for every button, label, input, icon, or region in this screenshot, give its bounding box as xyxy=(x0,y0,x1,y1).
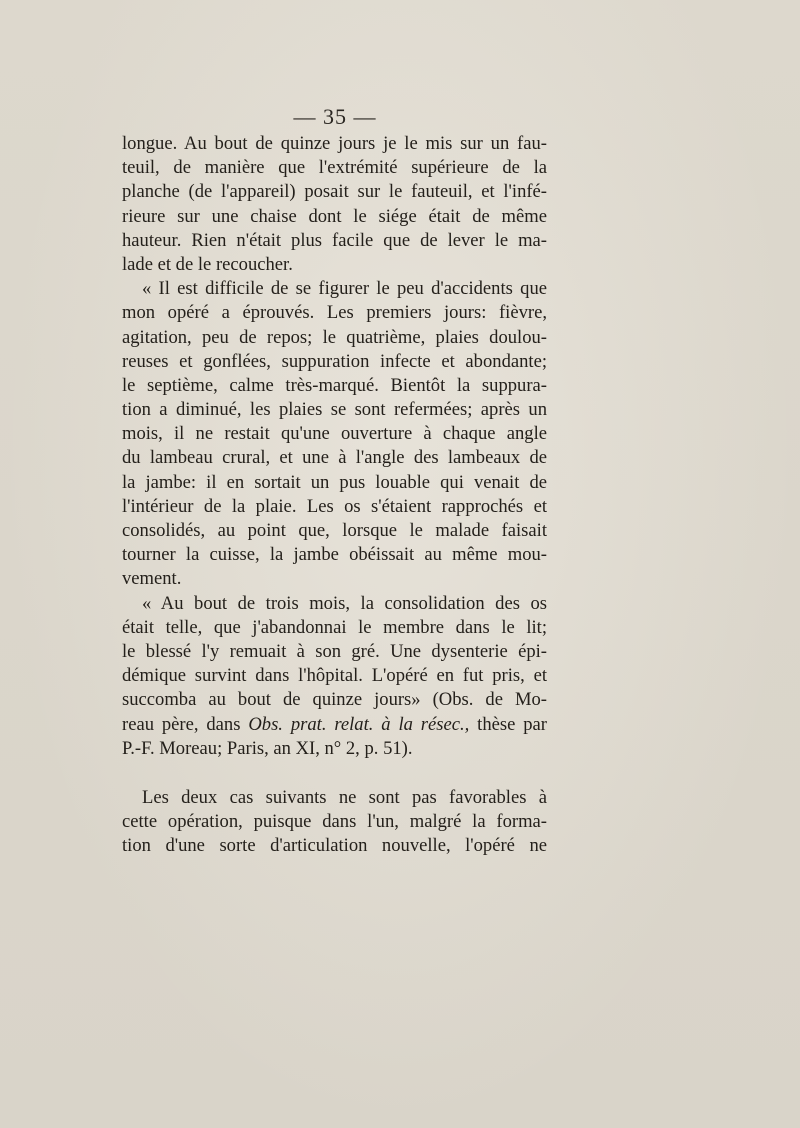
text-line: du lambeau crural, et une à l'angle des lambeaux de xyxy=(122,447,547,469)
text-line: le septième, calme très-marqué. Bientôt la suppura- xyxy=(122,374,547,396)
body-text xyxy=(122,132,547,858)
text-line: planche (de l'appareil) posait sur le fauteuil, et l'infé- xyxy=(122,181,547,203)
text-line: P.-F. Moreau; Paris, an XI, n° 2, p. 51). xyxy=(122,737,413,759)
text-line: tion d'une sorte d'articulation nouvelle, l'opéré ne xyxy=(122,835,547,857)
text-line: Les deux cas suivants ne sont pas favorables à xyxy=(142,786,547,808)
text-line: lade et de le recoucher. xyxy=(122,253,293,275)
text-segment: reau père, dans xyxy=(122,713,249,735)
text-line-with-italic xyxy=(122,713,547,737)
text-line: hauteur. Rien n'était plus facile que de lever le ma- xyxy=(122,229,547,251)
text-line: tion a diminué, les plaies se sont refermées; après un xyxy=(122,399,547,421)
text-line: consolidés, au point que, lorsque le malade faisait xyxy=(122,520,547,541)
text-line: reuses et gonflées, suppuration infecte et abondante; xyxy=(122,350,547,372)
page-number: — 35 — xyxy=(293,104,377,129)
text-line: succomba au bout de quinze jours» (Obs. de Mo- xyxy=(122,689,547,711)
text-segment: thèse par xyxy=(469,713,547,735)
text-line: agitation, peu de repos; le quatrième, plaies doulou- xyxy=(122,326,547,348)
text-line: mois, il ne restait qu'une ouverture à chaque angle xyxy=(122,423,547,445)
text-line: teuil, de manière que l'extrémité supérieure de la xyxy=(122,157,547,179)
text-line: mon opéré a éprouvés. Les premiers jours: fièvre, xyxy=(122,302,547,324)
text-line: vement. xyxy=(122,568,182,590)
text-line: « Il est difficile de se figurer le peu d'accidents que xyxy=(142,278,547,300)
italic-reference: Obs. prat. relat. à la résec., xyxy=(248,713,470,735)
text-line: démique survint dans l'hôpital. L'opéré en fut pris, et xyxy=(122,665,547,687)
paragraph-gap xyxy=(122,761,547,786)
text-line: « Au bout de trois mois, la consolidation des os xyxy=(142,592,547,614)
text-line: l'intérieur de la plaie. Les os s'étaient rapprochés et xyxy=(122,495,547,517)
paragraph-2 xyxy=(122,277,547,591)
text-line: longue. Au bout de quinze jours je le mis sur un fau- xyxy=(122,133,547,154)
paragraph-3 xyxy=(122,592,547,761)
text-line: tourner la cuisse, la jambe obéissait au même mou- xyxy=(122,544,547,566)
text-line: la jambe: il en sortait un pus louable qui venait de xyxy=(122,471,547,493)
paragraph-1 xyxy=(122,132,547,277)
paragraph-4 xyxy=(122,786,547,859)
text-line: rieure sur une chaise dont le siége était de même xyxy=(122,205,547,227)
text-line: le blessé l'y remuait à son gré. Une dysenterie épi- xyxy=(122,640,547,662)
text-line: était telle, que j'abandonnai le membre dans le lit; xyxy=(122,616,547,638)
text-line: cette opération, puisque dans l'un, malgré la forma- xyxy=(122,811,547,833)
